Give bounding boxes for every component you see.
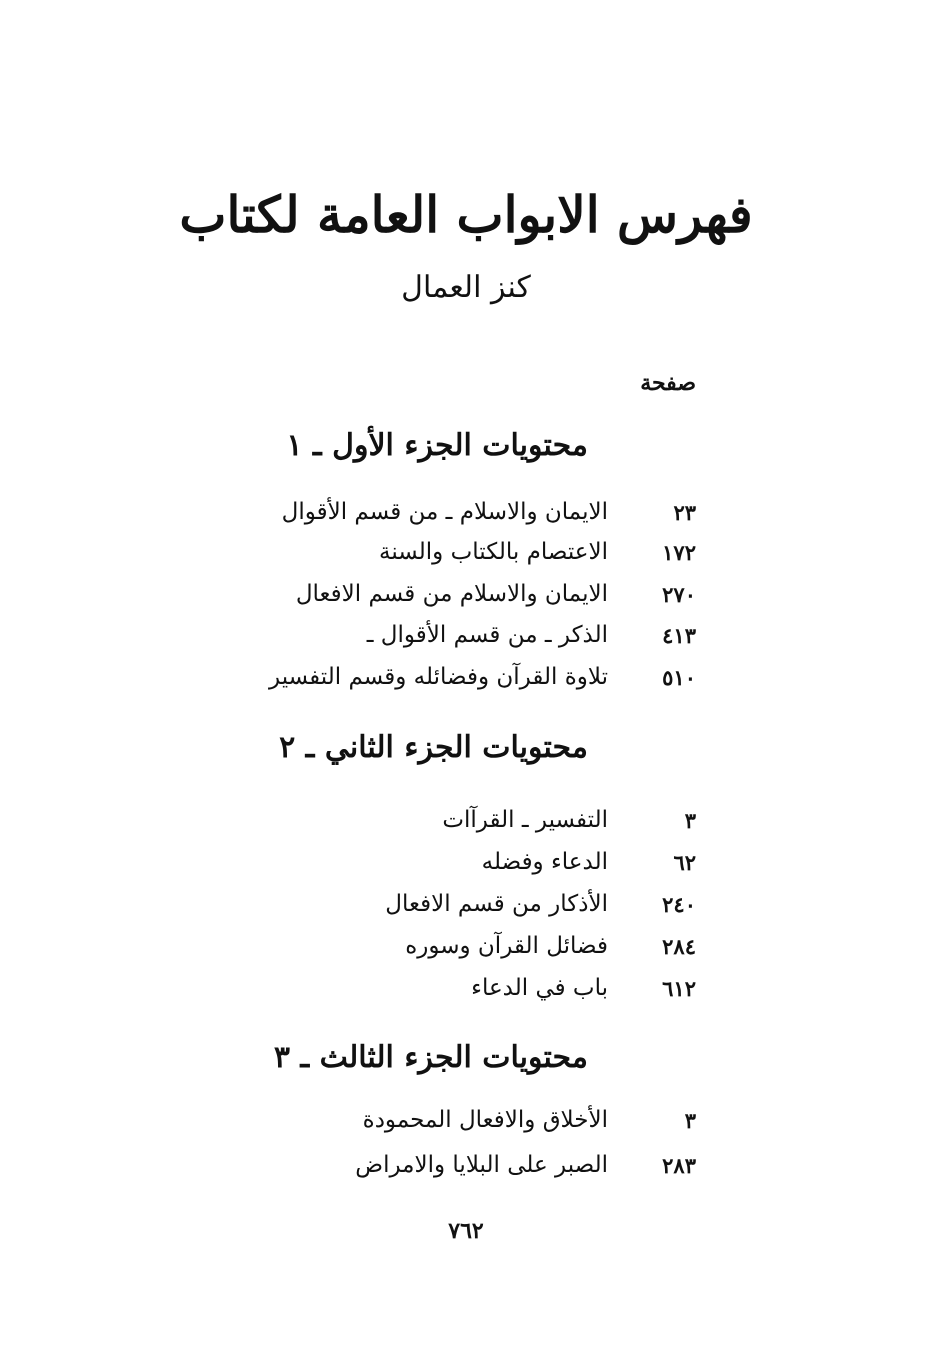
- entry-page-number: ٣: [684, 807, 696, 833]
- entry-page-number: ٢٧٠: [662, 581, 696, 607]
- entry-title: التفسير ـ القرآات: [442, 807, 608, 833]
- entry-title: الايمان والاسلام ـ من قسم الأقوال: [281, 499, 608, 525]
- page-column-label: صفحة: [640, 370, 696, 396]
- entry-page-number: ٦٢: [673, 849, 696, 875]
- toc-entry: [442, 800, 696, 840]
- section-heading-part-1: محتويات الجزء الأول ـ ١: [286, 428, 588, 463]
- page-title: فهرس الابواب العامة لكتاب: [179, 185, 753, 244]
- entry-page-number: ٢٨٣: [662, 1152, 696, 1178]
- footer-page-number: ٧٦٢: [448, 1218, 484, 1244]
- toc-entry: [405, 926, 696, 966]
- section-heading-part-3: محتويات الجزء الثالث ـ ٣: [273, 1040, 588, 1075]
- toc-entry: [282, 492, 696, 532]
- entry-title: تلاوة القرآن وفضائله وقسم التفسير: [269, 664, 608, 690]
- entry-page-number: ٢٤٠: [662, 891, 696, 917]
- section-heading-part-2: محتويات الجزء الثاني ـ ٢: [279, 730, 588, 765]
- entry-title: باب في الدعاء: [471, 975, 608, 1001]
- toc-entry: [379, 532, 696, 572]
- toc-entry: [363, 1100, 696, 1140]
- entry-title: الأخلاق والافعال المحمودة: [362, 1107, 608, 1133]
- entry-page-number: ٢٣: [673, 499, 696, 525]
- toc-entry: [269, 657, 696, 697]
- entry-page-number: ٤١٣: [662, 622, 696, 648]
- entry-title: الايمان والاسلام من قسم الافعال: [295, 581, 608, 607]
- entry-page-number: ٢٨٤: [662, 933, 696, 959]
- toc-entry: [471, 968, 696, 1008]
- entry-title: فضائل القرآن وسوره: [405, 933, 608, 959]
- entry-title: الاعتصام بالكتاب والسنة: [378, 539, 608, 565]
- entry-page-number: ٣: [684, 1107, 696, 1133]
- entry-page-number: ٥١٠: [662, 664, 696, 690]
- entry-title: الذكر ـ من قسم الأقوال ـ: [366, 622, 608, 648]
- entry-title: الأذكار من قسم الافعال: [385, 891, 608, 917]
- toc-entry: [355, 1145, 696, 1185]
- entry-title: الصبر على البلايا والامراض: [355, 1152, 608, 1178]
- entry-page-number: ١٧٢: [662, 539, 696, 565]
- entry-title: الدعاء وفضله: [481, 849, 608, 875]
- page-subtitle: كنز العمال: [401, 270, 531, 305]
- toc-entry: [385, 884, 696, 924]
- toc-entry: [296, 574, 696, 614]
- toc-entry: [482, 842, 696, 882]
- entry-page-number: ٦١٢: [662, 975, 696, 1001]
- toc-entry: [367, 615, 696, 655]
